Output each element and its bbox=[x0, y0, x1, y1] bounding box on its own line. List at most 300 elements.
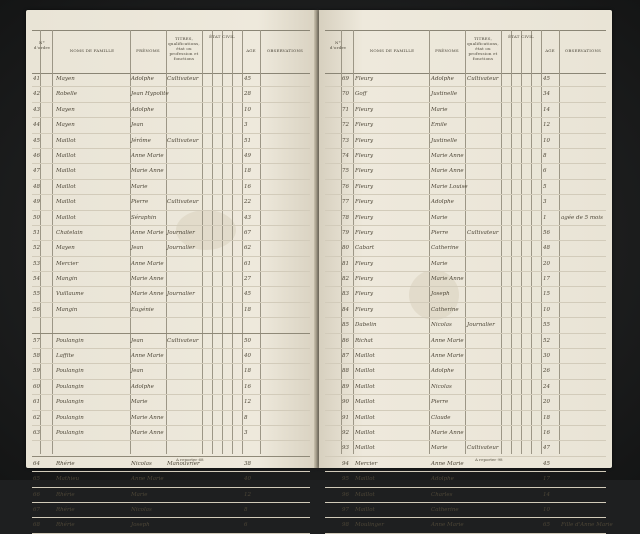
cell-first-names: Adolphe bbox=[431, 368, 454, 375]
cell-family-name: Fleury bbox=[355, 122, 374, 129]
cell-order-number: 57 bbox=[33, 337, 40, 344]
cell-order-number: 78 bbox=[342, 214, 349, 221]
table-row bbox=[32, 195, 310, 210]
cell-first-names: Anne Marie bbox=[131, 476, 164, 483]
cell-order-number: 95 bbox=[342, 476, 349, 483]
cell-age: 20 bbox=[543, 260, 550, 267]
cell-first-names: Marie Anne bbox=[131, 168, 164, 175]
cell-age: 27 bbox=[244, 276, 251, 283]
cell-first-names: Marie bbox=[131, 183, 148, 190]
cell-family-name: Maillot bbox=[355, 476, 375, 483]
table-row bbox=[325, 195, 606, 210]
cell-first-names: Jean bbox=[131, 337, 144, 344]
table-row bbox=[325, 72, 606, 87]
cell-age: 8 bbox=[244, 414, 248, 421]
table-row bbox=[325, 411, 606, 426]
cell-order-number: 62 bbox=[33, 414, 40, 421]
cell-order-number: 96 bbox=[342, 491, 349, 498]
cell-order-number: 52 bbox=[33, 245, 40, 252]
table-row bbox=[325, 349, 606, 364]
cell-family-name: Fleury bbox=[355, 276, 374, 283]
cell-age: 45 bbox=[244, 76, 251, 82]
cell-age: 55 bbox=[543, 322, 550, 329]
cell-first-names: Pierre bbox=[431, 399, 449, 406]
table-row bbox=[325, 364, 606, 379]
cell-family-name: Maillot bbox=[355, 383, 375, 390]
cell-first-names: Marie Anne bbox=[431, 152, 464, 159]
cell-first-names: Jean bbox=[131, 245, 144, 252]
header-family-name: NOMS DE FAMILLE bbox=[369, 48, 415, 53]
cell-first-names: Catherine bbox=[431, 245, 459, 252]
header-profession: TITRES, qualifications, état ou profession et fonctions bbox=[168, 36, 200, 61]
cell-family-name: Mercier bbox=[355, 460, 378, 467]
cell-age: 12 bbox=[543, 122, 550, 129]
table-row bbox=[32, 149, 310, 164]
table-row bbox=[32, 241, 310, 256]
cell-family-name: Mayen bbox=[56, 106, 75, 113]
cell-age: 22 bbox=[244, 199, 251, 206]
cell-family-name: Poulangin bbox=[56, 383, 84, 390]
table-row bbox=[32, 272, 310, 287]
table-row bbox=[325, 503, 606, 518]
cell-first-names: Jean bbox=[131, 368, 144, 375]
cell-profession: Cultivateur bbox=[467, 445, 499, 452]
cell-first-names: Pierre bbox=[131, 199, 149, 206]
cell-first-names: Adolphe bbox=[131, 106, 154, 113]
cell-profession: Manouvrier bbox=[167, 460, 200, 467]
cell-profession: Journalier bbox=[167, 291, 195, 298]
cell-order-number: 48 bbox=[33, 183, 40, 190]
cell-order-number: 72 bbox=[342, 122, 349, 129]
table-row bbox=[325, 211, 606, 226]
cell-family-name: Vuillaume bbox=[56, 291, 84, 298]
cell-profession: Journalier bbox=[467, 322, 495, 329]
cell-age: 28 bbox=[244, 91, 251, 98]
header-first-names: PRÉNOMS bbox=[136, 48, 160, 53]
cell-order-number: 55 bbox=[33, 291, 40, 298]
cell-order-number: 79 bbox=[342, 229, 349, 236]
cell-order-number: 94 bbox=[342, 460, 349, 467]
table-row bbox=[32, 103, 310, 118]
cell-age: 47 bbox=[543, 445, 550, 452]
table-row bbox=[325, 426, 606, 441]
cell-family-name: Fleury bbox=[355, 260, 374, 267]
header-age: AGE bbox=[246, 48, 256, 53]
header-profession: TITRES, qualifications, état ou profession et fonctions bbox=[467, 36, 499, 61]
cell-order-number: 74 bbox=[342, 152, 349, 159]
cell-order-number: 70 bbox=[342, 91, 349, 98]
cell-first-names: Pierre bbox=[431, 229, 449, 236]
cell-family-name: Fleury bbox=[355, 306, 374, 313]
cell-order-number: 45 bbox=[33, 137, 40, 144]
cell-order-number: 49 bbox=[33, 199, 40, 206]
cell-order-number: 93 bbox=[342, 445, 349, 452]
cell-age: 52 bbox=[543, 337, 550, 344]
cell-order-number: 44 bbox=[33, 122, 40, 129]
cell-first-names: Adolphe bbox=[131, 383, 154, 390]
table-row bbox=[325, 472, 606, 487]
cell-family-name: Maillot bbox=[56, 199, 76, 206]
cell-order-number: 58 bbox=[33, 353, 40, 360]
table-row bbox=[32, 364, 310, 379]
cell-order-number: 87 bbox=[342, 353, 349, 360]
cell-family-name: Maillot bbox=[355, 445, 375, 452]
cell-family-name: Cabart bbox=[355, 245, 375, 252]
cell-age: 26 bbox=[543, 368, 550, 375]
table-row bbox=[32, 134, 310, 149]
cell-order-number: 92 bbox=[342, 429, 349, 436]
cell-profession: Cultivateur bbox=[467, 76, 499, 82]
cell-order-number: 81 bbox=[342, 260, 349, 267]
cell-order-number: 75 bbox=[342, 168, 349, 175]
cell-order-number: 50 bbox=[33, 214, 40, 221]
cell-order-number: 89 bbox=[342, 383, 349, 390]
right-footer: A reporter 98 bbox=[475, 457, 503, 462]
cell-family-name: Mangin bbox=[56, 306, 78, 313]
cell-first-names: Marie bbox=[131, 491, 148, 498]
cell-order-number: 86 bbox=[342, 337, 349, 344]
table-row bbox=[32, 349, 310, 364]
right-page bbox=[319, 10, 613, 529]
table-row bbox=[32, 287, 310, 302]
cell-first-names: Anne Marie bbox=[131, 152, 164, 159]
cell-family-name: Fleury bbox=[355, 183, 374, 190]
cell-first-names: Jérôme bbox=[131, 137, 151, 144]
cell-first-names: Claude bbox=[431, 414, 451, 421]
cell-profession: Cultivateur bbox=[467, 229, 499, 236]
table-row bbox=[32, 164, 310, 179]
cell-first-names: Marie Anne bbox=[131, 291, 164, 298]
cell-age: 45 bbox=[543, 76, 550, 82]
cell-profession: Journalier bbox=[167, 229, 195, 236]
cell-age: 24 bbox=[543, 383, 550, 390]
cell-family-name: Maillot bbox=[355, 491, 375, 498]
cell-first-names: Anne Marie bbox=[431, 337, 464, 344]
cell-order-number: 63 bbox=[33, 429, 40, 436]
cell-first-names: Catherine bbox=[431, 506, 459, 513]
cell-first-names: Nicolas bbox=[431, 383, 452, 390]
cell-family-name: Maillot bbox=[355, 429, 375, 436]
left-page bbox=[26, 10, 316, 529]
cell-age: 5 bbox=[543, 183, 547, 190]
cell-family-name: Mathieu bbox=[56, 476, 80, 483]
cell-family-name: Maillot bbox=[355, 353, 375, 360]
cell-order-number: 83 bbox=[342, 291, 349, 298]
cell-first-names: Marie Anne bbox=[431, 429, 464, 436]
cell-order-number: 73 bbox=[342, 137, 349, 144]
cell-order-number: 56 bbox=[33, 306, 40, 313]
cell-first-names: Marie bbox=[431, 106, 448, 113]
cell-profession: Cultivateur bbox=[167, 199, 199, 206]
table-row bbox=[325, 87, 606, 102]
cell-age: 1 bbox=[543, 214, 547, 221]
cell-age: 12 bbox=[244, 399, 251, 406]
cell-family-name: Maillot bbox=[56, 183, 76, 190]
cell-age: 45 bbox=[244, 291, 251, 298]
header-order-number: N° d'ordre bbox=[33, 40, 51, 50]
table-row bbox=[32, 118, 310, 133]
cell-first-names: Marie bbox=[431, 260, 448, 267]
cell-family-name: Rhérie bbox=[56, 506, 75, 513]
table-row bbox=[325, 518, 613, 533]
cell-family-name: Moulinger bbox=[355, 522, 384, 529]
header-civil-status: ÉTAT CIVIL bbox=[209, 34, 235, 39]
cell-order-number: 59 bbox=[33, 368, 40, 375]
cell-first-names: Emile bbox=[431, 122, 448, 129]
table-row bbox=[32, 257, 310, 272]
cell-family-name: Mayen bbox=[56, 76, 75, 82]
cell-first-names: Joseph bbox=[131, 522, 150, 529]
cell-family-name: Maillot bbox=[56, 137, 76, 144]
cell-family-name: Maillot bbox=[355, 399, 375, 406]
cell-age: 65 bbox=[543, 522, 550, 529]
table-row bbox=[325, 164, 606, 179]
table-row bbox=[32, 457, 310, 472]
cell-first-names: Anne Marie bbox=[431, 460, 464, 467]
cell-observation: Fille d'Anne Marie bbox=[561, 522, 613, 529]
cell-age: 6 bbox=[543, 168, 547, 175]
cell-family-name: Mercier bbox=[56, 260, 79, 267]
cell-age: 56 bbox=[543, 229, 550, 236]
cell-first-names: Charles bbox=[431, 491, 453, 498]
cell-order-number: 77 bbox=[342, 199, 349, 206]
cell-age: 14 bbox=[543, 106, 550, 113]
cell-order-number: 97 bbox=[342, 506, 349, 513]
cell-family-name: Maillot bbox=[56, 168, 76, 175]
cell-age: 10 bbox=[244, 106, 251, 113]
cell-order-number: 90 bbox=[342, 399, 349, 406]
table-row bbox=[32, 211, 310, 226]
cell-profession: Journalier bbox=[167, 245, 195, 252]
cell-family-name: Fleury bbox=[355, 291, 374, 298]
table-row bbox=[325, 303, 606, 318]
header-order-number: N° d'ordre bbox=[329, 40, 347, 50]
cell-age: 49 bbox=[244, 152, 251, 159]
table-row bbox=[32, 318, 310, 333]
header-civil-status: ÉTAT CIVIL bbox=[508, 34, 534, 39]
cell-family-name: Mayen bbox=[56, 122, 75, 129]
cell-age: 3 bbox=[244, 122, 248, 129]
cell-age: 43 bbox=[244, 214, 251, 221]
header-observations: OBSERVATIONS bbox=[564, 48, 602, 53]
cell-age: 16 bbox=[543, 429, 550, 436]
table-row bbox=[325, 334, 606, 349]
cell-order-number: 88 bbox=[342, 368, 349, 375]
cell-order-number: 76 bbox=[342, 183, 349, 190]
table-row bbox=[325, 441, 606, 456]
cell-first-names: Justinelle bbox=[431, 137, 458, 144]
cell-family-name: Laffite bbox=[56, 353, 75, 360]
cell-age: 40 bbox=[244, 476, 251, 483]
cell-first-names: Marie bbox=[431, 214, 448, 221]
cell-order-number: 69 bbox=[342, 76, 349, 82]
table-row bbox=[325, 103, 606, 118]
table-row bbox=[32, 518, 310, 533]
cell-age: 16 bbox=[244, 383, 251, 390]
table-row bbox=[32, 472, 310, 487]
cell-age: 12 bbox=[244, 491, 251, 498]
cell-age: 62 bbox=[244, 245, 251, 252]
table-row bbox=[325, 118, 606, 133]
cell-first-names: Marie Anne bbox=[131, 429, 164, 436]
cell-age: 38 bbox=[244, 460, 251, 467]
cell-age: 17 bbox=[543, 476, 550, 483]
cell-age: 50 bbox=[244, 337, 251, 344]
cell-first-names: Joseph bbox=[431, 291, 450, 298]
cell-order-number: 41 bbox=[33, 76, 40, 82]
cell-age: 67 bbox=[244, 229, 251, 236]
cell-first-names: Anne Marie bbox=[131, 229, 164, 236]
cell-first-names: Anne Marie bbox=[431, 353, 464, 360]
cell-family-name: Dabelin bbox=[355, 322, 377, 329]
table-row bbox=[325, 287, 606, 302]
cell-family-name: Mayen bbox=[56, 245, 75, 252]
cell-family-name: Fleury bbox=[355, 168, 374, 175]
cell-family-name: Rhérie bbox=[56, 460, 75, 467]
cell-family-name: Fleury bbox=[355, 229, 374, 236]
cell-first-names: Marie Anne bbox=[131, 414, 164, 421]
table-row bbox=[32, 380, 310, 395]
cell-age: 16 bbox=[244, 183, 251, 190]
cell-first-names: Justinelle bbox=[431, 91, 458, 98]
cell-first-names: Marie bbox=[131, 399, 148, 406]
cell-order-number: 85 bbox=[342, 322, 349, 329]
cell-age: 45 bbox=[543, 460, 550, 467]
left-footer: A reporter 68 bbox=[176, 457, 204, 462]
cell-order-number: 91 bbox=[342, 414, 349, 421]
cell-order-number: 53 bbox=[33, 260, 40, 267]
table-row bbox=[32, 441, 310, 456]
table-row bbox=[32, 303, 310, 318]
cell-family-name: Richat bbox=[355, 337, 374, 344]
cell-family-name: Fleury bbox=[355, 106, 374, 113]
cell-age: 3 bbox=[244, 429, 248, 436]
cell-profession: Cultivateur bbox=[167, 337, 199, 344]
register-book bbox=[26, 10, 614, 529]
cell-age: 6 bbox=[244, 522, 248, 529]
table-row bbox=[32, 87, 310, 102]
table-row bbox=[325, 318, 606, 333]
cell-first-names: Anne Marie bbox=[131, 260, 164, 267]
cell-first-names: Séraphin bbox=[131, 214, 157, 221]
cell-family-name: Rhérie bbox=[56, 522, 75, 529]
cell-family-name: Poulangin bbox=[56, 337, 84, 344]
cell-family-name: Poulangin bbox=[56, 429, 84, 436]
cell-first-names: Eugénie bbox=[131, 306, 154, 313]
table-row bbox=[32, 226, 310, 241]
cell-first-names: Adolphe bbox=[431, 476, 454, 483]
table-row bbox=[325, 180, 606, 195]
table-row bbox=[325, 395, 606, 410]
cell-order-number: 67 bbox=[33, 506, 40, 513]
table-row bbox=[325, 457, 606, 472]
cell-family-name: Fleury bbox=[355, 152, 374, 159]
cell-first-names: Marie Louise bbox=[431, 183, 468, 190]
cell-order-number: 65 bbox=[33, 476, 40, 483]
cell-family-name: Maillot bbox=[355, 506, 375, 513]
cell-first-names: Nicolas bbox=[131, 460, 152, 467]
cell-age: 18 bbox=[244, 168, 251, 175]
table-row bbox=[325, 257, 606, 272]
table-row bbox=[325, 241, 606, 256]
cell-family-name: Maillot bbox=[56, 214, 76, 221]
cell-first-names: Adolphe bbox=[131, 76, 154, 82]
cell-profession: Cultivateur bbox=[167, 76, 199, 82]
cell-order-number: 64 bbox=[33, 460, 40, 467]
table-row bbox=[32, 411, 310, 426]
header-observations: OBSERVATIONS bbox=[266, 48, 304, 53]
cell-order-number: 51 bbox=[33, 229, 40, 236]
cell-order-number: 54 bbox=[33, 276, 40, 283]
cell-age: 10 bbox=[543, 137, 550, 144]
table-row bbox=[325, 272, 606, 287]
cell-first-names: Nicolas bbox=[431, 322, 452, 329]
cell-age: 18 bbox=[543, 414, 550, 421]
table-row bbox=[32, 334, 310, 349]
header-family-name: NOMS DE FAMILLE bbox=[69, 48, 115, 53]
cell-family-name: Fleury bbox=[355, 76, 374, 82]
cell-profession: Cultivateur bbox=[167, 137, 199, 144]
cell-age: 14 bbox=[543, 491, 550, 498]
cell-age: 30 bbox=[543, 353, 550, 360]
cell-first-names: Catherine bbox=[431, 306, 459, 313]
cell-order-number: 84 bbox=[342, 306, 349, 313]
cell-order-number: 80 bbox=[342, 245, 349, 252]
table-row bbox=[32, 180, 310, 195]
cell-first-names: Marie Anne bbox=[131, 276, 164, 283]
cell-age: 40 bbox=[244, 353, 251, 360]
table-row bbox=[32, 395, 310, 410]
cell-age: 51 bbox=[244, 137, 251, 144]
cell-age: 48 bbox=[543, 245, 550, 252]
cell-family-name: Fleury bbox=[355, 137, 374, 144]
cell-age: 10 bbox=[543, 506, 550, 513]
cell-first-names: Anne Marie bbox=[431, 522, 464, 529]
cell-family-name: Fleury bbox=[355, 214, 374, 221]
cell-age: 10 bbox=[543, 306, 550, 313]
cell-first-names: Marie Anne bbox=[431, 168, 464, 175]
cell-age: 18 bbox=[244, 368, 251, 375]
cell-first-names: Anne Marie bbox=[131, 353, 164, 360]
cell-age: 17 bbox=[543, 276, 550, 283]
cell-family-name: Poulangin bbox=[56, 414, 84, 421]
cell-family-name: Mangin bbox=[56, 276, 78, 283]
cell-family-name: Robelle bbox=[56, 91, 78, 98]
cell-first-names: Marie Anne bbox=[431, 276, 464, 283]
cell-age: 34 bbox=[543, 91, 550, 98]
cell-family-name: Fleury bbox=[355, 199, 374, 206]
table-row bbox=[32, 426, 310, 441]
cell-family-name: Maillot bbox=[355, 368, 375, 375]
cell-order-number: 42 bbox=[33, 91, 40, 98]
cell-order-number: 43 bbox=[33, 106, 40, 113]
header-age: AGE bbox=[545, 48, 555, 53]
cell-order-number: 71 bbox=[342, 106, 349, 113]
cell-observation: agée de 5 mois bbox=[561, 214, 603, 221]
cell-order-number: 66 bbox=[33, 491, 40, 498]
cell-order-number: 47 bbox=[33, 168, 40, 175]
cell-first-names: Adolphe bbox=[431, 199, 454, 206]
cell-first-names: Marie bbox=[431, 445, 448, 452]
cell-age: 61 bbox=[244, 260, 251, 267]
table-row bbox=[325, 149, 606, 164]
cell-first-names: Adolphe bbox=[431, 76, 454, 82]
table-row bbox=[32, 488, 310, 503]
cell-order-number: 82 bbox=[342, 276, 349, 283]
cell-first-names: Jean Hypolite bbox=[131, 91, 169, 98]
table-row bbox=[32, 72, 310, 87]
cell-family-name: Maillot bbox=[355, 414, 375, 421]
